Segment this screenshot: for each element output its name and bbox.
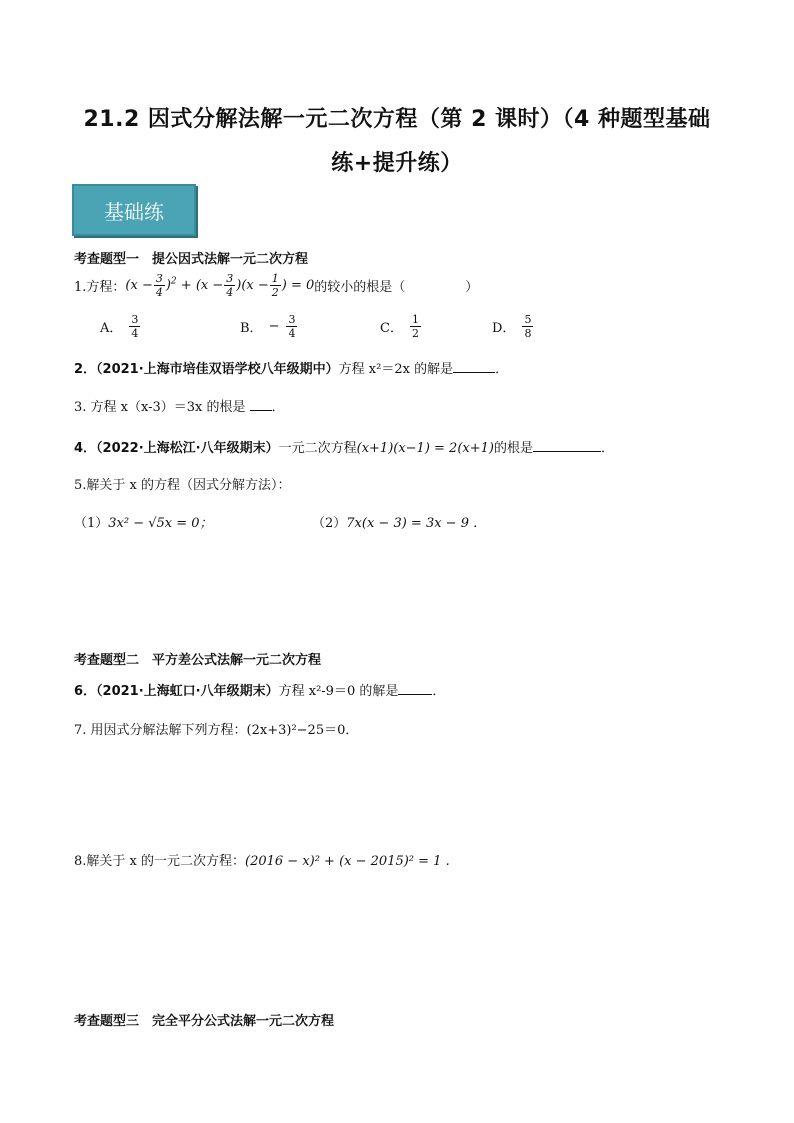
question-6: 6．（2021·上海虹口·八年级期末）方程 x²-9＝0 的解是 ． — [74, 684, 446, 699]
option-b-sign: − — [268, 319, 280, 334]
title-line-1: 21.2 因式分解法解一元二次方程（第 2 课时）（4 种题型基础 — [83, 107, 711, 132]
option-b[interactable] — [240, 313, 298, 340]
question-5: 5.解关于 x 的方程（因式分解方法）： — [74, 478, 291, 493]
q6-text: 方程 x²-9＝0 的解是 — [278, 684, 399, 699]
question-8 — [74, 850, 450, 869]
q5-part-2-label: （2） — [312, 516, 347, 531]
q5-part-1-label: （1） — [74, 516, 109, 531]
page-title — [60, 98, 734, 186]
q1-close: ） — [465, 280, 479, 295]
option-b-fraction: $\frac{3}{4}$ — [288, 313, 296, 340]
option-a-label: A． — [100, 321, 123, 336]
q1-suffix: 的较小的根是（ — [314, 280, 406, 295]
section-heading-2: 考查题型二 平方差公式法解一元二次方程 — [74, 653, 322, 668]
q5-part-1-equation: 3x² − √5x = 0； — [108, 516, 213, 531]
q2-answer-blank[interactable] — [453, 360, 495, 373]
question-4: 4．（2022·上海松江·八年级期末）一元二次方程(x+1)(x−1) = 2(x+1)的根是 ． — [74, 441, 615, 456]
q4-equation: (x+1)(x−1) = 2(x+1) — [356, 441, 494, 456]
q8-text: 8.解关于 x 的一元二次方程： — [74, 854, 245, 869]
q3-text: 3. 方程 x（x-3）＝3x 的根是 — [74, 400, 246, 415]
option-a-fraction: $\frac{3}{4}$ — [131, 313, 139, 340]
option-c[interactable] — [380, 313, 422, 340]
q4-answer-blank[interactable] — [533, 439, 601, 452]
option-b-label: B． — [240, 321, 263, 336]
q8-equation: (2016 − x)² + (x − 2015)² = 1 . — [245, 854, 450, 869]
section-badge: 基础练 — [72, 184, 196, 236]
q4-text-2: 的根是 — [493, 441, 533, 456]
question-3: 3. 方程 x（x-3）＝3x 的根是 ． — [74, 400, 285, 415]
q6-answer-blank[interactable] — [398, 682, 432, 695]
option-c-fraction: $\frac{1}{2}$ — [411, 313, 419, 340]
question-5-part-1 — [74, 512, 213, 531]
question-2: 2．（2021·上海市培佳双语学校八年级期中）方程 x²＝2x 的解是 ． — [74, 362, 509, 377]
q2-text: 方程 x²＝2x 的解是 — [338, 362, 454, 377]
section-heading-3: 考查题型三 完全平分公式法解一元二次方程 — [74, 1014, 335, 1029]
q6-source: （2021·上海虹口·八年级期末） — [96, 684, 279, 699]
q6-number: 6． — [74, 684, 97, 699]
q2-source: （2021·上海市培佳双语学校八年级期中） — [96, 362, 339, 377]
q5-part-2-equation: 7x(x − 3) = 3x − 9 ． — [346, 516, 487, 531]
q4-number: 4． — [74, 441, 97, 456]
question-5-part-2 — [312, 512, 486, 531]
option-a[interactable] — [100, 313, 141, 340]
question-1 — [74, 272, 478, 299]
option-d-fraction: $\frac{5}{8}$ — [524, 313, 532, 340]
title-line-2: 练+提升练） — [331, 151, 463, 176]
q4-source: （2022·上海松江·八年级期末） — [96, 441, 279, 456]
q1-equation: (x − $\frac{3}{4}$ )$^2$ + (x − $\frac{3}{4}$ )(x − $\frac{1}{2}$ ) = 0 — [125, 272, 315, 299]
question-7: 7. 用因式分解法解下列方程：(2x+3)²−25＝0． — [74, 723, 359, 738]
option-d-label: D． — [492, 321, 516, 336]
q4-text-1: 一元二次方程 — [278, 441, 357, 456]
q2-number: 2． — [74, 362, 97, 377]
q3-answer-blank[interactable] — [250, 398, 272, 411]
option-d[interactable] — [492, 313, 534, 340]
section-heading-1: 考查题型一 提公因式法解一元二次方程 — [74, 252, 309, 267]
option-c-label: C． — [380, 321, 403, 336]
q1-prefix: 1.方程： — [74, 280, 126, 295]
